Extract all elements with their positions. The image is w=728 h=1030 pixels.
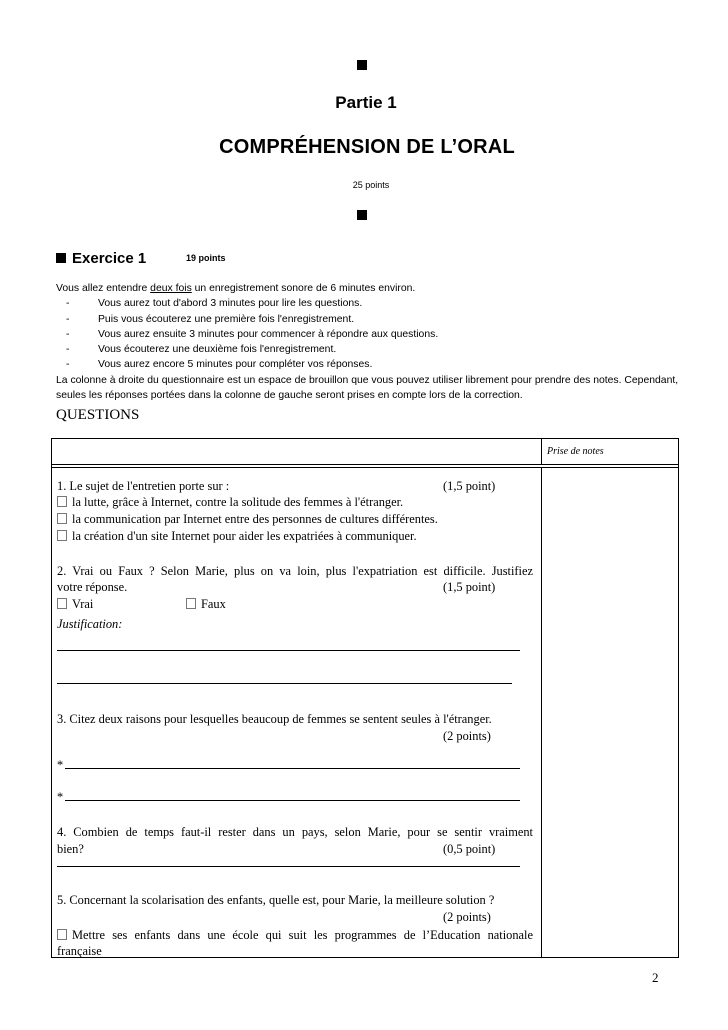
question-5-points: (2 points) [443, 910, 491, 924]
instruction-step: - Vous aurez ensuite 3 minutes pour commencer à répondre aux questions. [66, 328, 439, 340]
instruction-step: - Puis vous écouterez une première fois l'enregistrement. [66, 313, 355, 325]
table-divider [52, 464, 678, 468]
question-2-points: (1,5 point) [443, 580, 496, 594]
instructions-note-line: seules les réponses portées dans la colonne de gauche seront prises en compte lors de la correction. [56, 390, 523, 402]
exercise-heading [56, 248, 226, 268]
answer-line[interactable] [57, 866, 520, 867]
question-1-points: (1,5 point) [443, 479, 496, 493]
answer-bullet: * [57, 790, 64, 804]
instructions-steps [56, 296, 676, 372]
true-option[interactable]: Vrai [57, 596, 93, 612]
decorative-square-icon [357, 60, 367, 70]
question-2-text-cont: votre réponse. [57, 580, 128, 594]
section-points: 25 points [352, 180, 390, 190]
question-2-text: 2. Vrai ou Faux ? Selon Marie, plus on va loin, plus l'expatriation est difficile. Justifiez [57, 564, 533, 578]
instructions-note-line: La colonne à droite du questionnaire est un espace de brouillon que vous pouvez utiliser librement pour prendre des notes. Cependant, [56, 374, 679, 386]
checkbox-icon[interactable] [186, 598, 196, 609]
checkbox-icon[interactable] [57, 530, 67, 541]
instruction-step: - Vous aurez tout d'abord 3 minutes pour lire les questions. [66, 298, 363, 310]
question-1-option[interactable]: la lutte, grâce à Internet, contre la solitude des femmes à l'étranger. [57, 494, 403, 510]
instruction-step: - Vous aurez encore 5 minutes pour compléter vos réponses. [66, 359, 373, 371]
part-title: Partie 1 [335, 93, 397, 112]
checkbox-icon[interactable] [57, 496, 67, 507]
answer-line[interactable] [57, 683, 512, 684]
answer-line[interactable] [65, 768, 520, 769]
exercise-points: 19 points [186, 253, 226, 263]
column-divider [541, 468, 542, 957]
answer-bullet: * [57, 758, 64, 772]
instructions-intro: Vous allez entendre deux fois un enregistrement sonore de 6 minutes environ. [56, 283, 416, 294]
question-4-text: 4. Combien de temps faut-il rester dans un pays, selon Marie, pour se sentir vraiment [57, 825, 533, 839]
false-option[interactable]: Faux [186, 596, 226, 612]
justification-label: Justification: [57, 617, 123, 631]
question-1-option[interactable]: la création d'un site Internet pour aider les expatriées à communiquer. [57, 528, 417, 544]
question-1-text: 1. Le sujet de l'entretien porte sur : [57, 479, 230, 493]
section-title: COMPRÉHENSION DE L’ORAL [219, 136, 515, 158]
questions-heading: QUESTIONS [56, 407, 140, 423]
questions-table [51, 438, 679, 958]
question-1-option[interactable]: la communication par Internet entre des personnes de cultures différentes. [57, 511, 438, 527]
question-4-points: (0,5 point) [443, 842, 496, 856]
checkbox-icon[interactable] [57, 513, 67, 524]
question-4-text-cont: bien? [57, 842, 84, 856]
question-5-option-cont: française [57, 944, 102, 958]
notes-column-header: Prise de notes [547, 446, 604, 457]
answer-line[interactable] [57, 650, 520, 651]
checkbox-icon[interactable] [57, 598, 67, 609]
bullet-square-icon [56, 253, 66, 263]
question-3-points: (2 points) [443, 729, 491, 743]
decorative-square-icon [357, 210, 367, 220]
question-5-option[interactable]: Mettre ses enfants dans une école qui suit les programmes de l’Education nationale [57, 927, 533, 943]
underlined-text: deux fois [150, 283, 192, 294]
page-number: 2 [652, 970, 659, 985]
instructions [56, 281, 679, 403]
answer-line[interactable] [65, 800, 520, 801]
question-5-text: 5. Concernant la scolarisation des enfants, quelle est, pour Marie, la meilleure solution ? [57, 893, 495, 907]
checkbox-icon[interactable] [57, 929, 67, 940]
column-divider [541, 439, 542, 464]
question-3-text: 3. Citez deux raisons pour lesquelles beaucoup de femmes se sentent seules à l'étranger. [57, 712, 492, 726]
instruction-step: - Vous écouterez une deuxième fois l'enregistrement. [66, 344, 337, 356]
exercise-title: Exercice 1 [72, 249, 147, 267]
